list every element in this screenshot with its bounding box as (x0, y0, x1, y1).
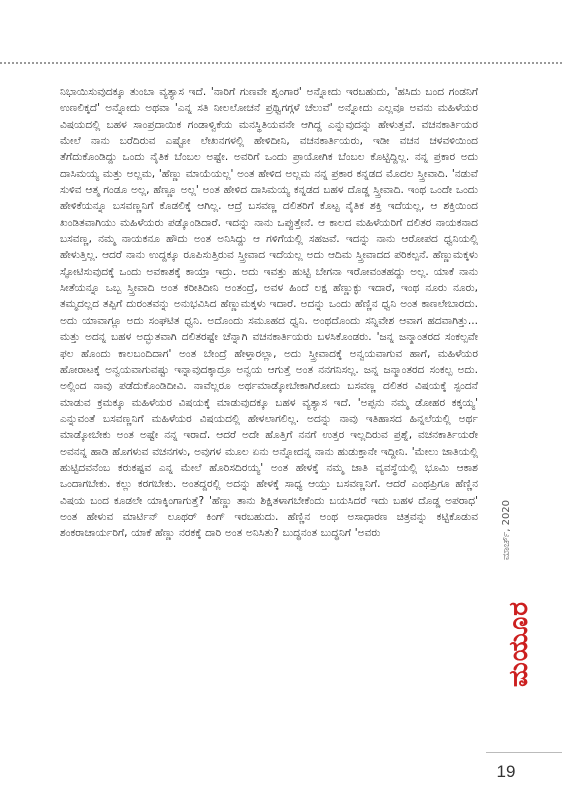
magazine-brand (496, 499, 542, 735)
article-paragraph: ನಿಭಾಯಿಸುವುದಕ್ಕೂ ತುಂಬಾ ವ್ಯತ್ಯಾಸ ಇದೆ. 'ನಾರಿಗೆ ಗುಣವೇ ಶೃಂಗಾರ' ಅನ್ನೋದು ಇರಬಹುದು, 'ಹಸಿದು ಬಂದ ಗಂಡನಿಗೆ ಉಣಲಿಕ್ಕದೆ' ಅನ್ನೋದು ಅಥವಾ 'ಎನ್ನ ಸತಿ ನೀಲಲೋಚನೆ ಪ್ರಥ್ವಿಗಗ್ಗಳೆ ಚೆಲುವೆ' ಅನ್ನೋದು ಎಲ್ಲವೂ ಅವನು ಮಹಿಳೆಯರ ವಿಷಯದಲ್ಲಿ ಬಹಳ ಸಾಂಪ್ರದಾಯಿಕ ಗಂಡಾಳ್ವಿಕೆಯ ಮನಸ್ಥಿತಿಯವನೇ ಆಗಿದ್ದ ಎನ್ನುವುದನ್ನು ಹೇಳುತ್ತವೆ. ವಚನಕಾರ್ತಿಯರ ಮೇಲೆ ನಾನು ಬರೆದಿರುವ ಎಷ್ಟೋ ಲೇಖನಗಳಲ್ಲಿ ಹೇಳಿದೀನಿ, ವಚನಕಾರ್ತಿಯರು, ಇಡೀ ವಚನ ಚಳವಳಿಯಿಂದ ತೆಗೆದುಕೊಂಡಿದ್ದು ಒಂದು ನೈತಿಕ ಬೆಂಬಲ ಅಷ್ಟೇ. ಅವರಿಗೆ ಒಂದು ಪ್ರಾಯೋಗಿಕ ಬೆಂಬಲ ಕೊಟ್ಟಿದ್ದಿಲ್ಲ. ನನ್ನ ಪ್ರಕಾರ ಅದು ದಾಸಿಮಯ್ಯ ಮತ್ತು ಅಲ್ಲಮ, 'ಹೆಣ್ಣು ಮಾಯೆಯಲ್ಲ' ಅಂತ ಹೇಳಿದ ಅಲ್ಲಮ ನನ್ನ ಪ್ರಕಾರ ಕನ್ನಡದ ಮೊದಲ ಸ್ತ್ರೀವಾದಿ. 'ನಡುವೆ ಸುಳಿವ ಆತ್ಮ ಗಂಡೂ ಅಲ್ಲ, ಹೆಣ್ಣೂ ಅಲ್ಲ' ಅಂತ ಹೇಳಿದ ದಾಸಿಮಯ್ಯ ಕನ್ನಡದ ಬಹಳ ದೊಡ್ಡ ಸ್ತ್ರೀವಾದಿ. ಇಂಥ ಒಂದೇ ಒಂದು ಹೇಳಿಕೆಯನ್ನೂ ಬಸವಣ್ಣನಿಗೆ ಕೊಡಲಿಕ್ಕೆ ಆಗಿಲ್ಲ. ಆದ್ರೆ ಬಸವಣ್ಣ ದಲಿತರಿಗೆ ಕೊಟ್ಟ ನೈತಿಕ ಶಕ್ತಿ ಇದೆಯಲ್ಲ, ಆ ಶಕ್ತಿಯಿಂದ ಖಂಡಿತವಾಗಿಯು ಮಹಿಳೆಯರು ಪಡ್ಕೊಂಡಿದಾರೆ. ಇದನ್ನು ನಾನು ಒಪ್ಪುತ್ತೇನೆ. ಆ ಕಾಲದ ಮಹಿಳೆಯರಿಗೆ ದಲಿತರ ನಾಯಕನಾದ ಬಸವಣ್ಣ, ನಮ್ಮ ನಾಯಕನೂ ಹೌದು ಅಂತ ಅನಿಸಿದ್ದು ಆ ಗಳಿಗೆಯಲ್ಲಿ ಸಹಜವೆ. ಇದನ್ನು ನಾನು ಆರೋಪದ ಧ್ವನಿಯಲ್ಲಿ ಹೇಳುತ್ತಿಲ್ಲ. ಆದರೆ ನಾನು ಉದ್ದಕ್ಕೂ ರೂಪಿಸುತ್ತಿರುವ ಸ್ತ್ರೀವಾದ ಇದೆಯಲ್ಲ ಅದು ಆದಿಮ ಸ್ತ್ರೀವಾದದ ಪರಿಕಲ್ಪನೆ. ಹೆಣ್ಣುಮಕ್ಕಳು ಸ್ಫೋಟಿಸುವುದಕ್ಕೆ ಒಂದು ಅವಕಾಶಕ್ಕೆ ಕಾಯ್ತಾ ಇದ್ರು. ಅದು ಇವತ್ತು ಹುಟ್ಟಿ ಬೇಗನಾ ಇರೋವಂತಹದ್ದು ಅಲ್ಲ. ಯಾಕೆ ನಾನು ಸೀತೆಯನ್ನೂ ಒಬ್ಬ ಸ್ತ್ರೀವಾದಿ ಅಂತ ಕರೀತಿದೀನಿ ಅಂತಂದ್ರೆ, ಅವಳ ಹಿಂದೆ ಲಕ್ಷ ಹೆಣ್ಣುಕ್ಳು ಇದಾರೆ, ಇಂಥ ನೂರು ನೂರು, ತಮ್ಮದಲ್ಲದ ತಪ್ಪಿಗೆ ದುರಂತವನ್ನು ಅನುಭವಿಸಿದ ಹೆಣ್ಣುಮಕ್ಕಳು ಇದಾರೆ. ಅದನ್ನು ಒಂದು ಹೆಣ್ಣಿನ ಧ್ವನಿ ಅಂತ ಕಾಣಲೇಬಾರದು. ಅದು ಯಾವಾಗ್ಲೂ ಅದು ಸಂಘಟಿತ ಧ್ವನಿ. ಅದೊಂದು ಸಮೂಹದ ಧ್ವನಿ. ಅಂಥದೊಂದು ಸನ್ನಿವೇಶ ಆವಾಗ ಹದವಾಗಿತ್ತು... ಮತ್ತು ಅದನ್ನ ಬಹಳ ಅದ್ಭುತವಾಗಿ ದಲಿತರಷ್ಟೇ ಚೆನ್ನಾಗಿ ವಚನಕಾರ್ತಿಯರು ಬಳಸಿಕೊಂಡರು. 'ಜನ್ನ ಜನ್ಮಾಂತರದ ಸಂಕಲ್ಪವೇ ಫಲ ಹೊಂದು ಕಾಲಬಂದಿದಾಗ' ಅಂತ ಬೇಂದ್ರೆ ಹೇಳ್ತಾರಲ್ಲಾ, ಅದು ಸ್ತ್ರೀವಾದಕ್ಕೆ ಅನ್ವಯವಾಗುವ ಹಾಗೆ, ಮಹಿಳೆಯರ ಹೋರಾಟಕ್ಕೆ ಅನ್ವಯವಾಗುವಷ್ಟು ಇನ್ನಾವುದಕ್ಕಾದ್ರೂ ಅನ್ವಯ ಆಗುತ್ತೆ ಅಂತ ನನಗನಿಸಲ್ಲ. ಜನ್ನ ಜನ್ಮಾಂತರದ ಸಂಕಲ್ಪ ಅದು. ಅಲ್ಲಿಂದ ನಾವು ಪಡೆದುಕೊಂಡಿದೀವಿ. ನಾವೆಲ್ಲರೂ ಅರ್ಥಮಾಡ್ಕೋಬೇಕಾಗಿರೋದು ಬಸವಣ್ಣ ದಲಿತರ ವಿಷಯಕ್ಕೆ ಸ್ಪಂದನೆ ಮಾಡುವ ಕ್ರಮಕ್ಕೂ ಮಹಿಳೆಯರ ವಿಷಯಕ್ಕೆ ಮಾಡುವುದಕ್ಕೂ ಬಹಳ ವ್ಯತ್ಯಾಸ ಇದೆ. 'ಅಪ್ಪನು ನಮ್ಮ ಡೋಹರ ಕಕ್ಕಯ್ಯ' ಎನ್ನುವಂತೆ ಬಸವಣ್ಣನಿಗೆ ಮಹಿಳೆಯರ ವಿಷಯದಲ್ಲಿ ಹೇಳಲಾಗಲಿಲ್ಲ. ಅದನ್ನು ನಾವು ಇತಿಹಾಸದ ಹಿನ್ನಲೆಯಲ್ಲಿ ಅರ್ಥ ಮಾಡ್ಕೋಬೇಕು ಅಂತ ಅಷ್ಟೇ ನನ್ನ ಇರಾದೆ. ಆದರೆ ಅದೇ ಹೊತ್ತಿಗೆ ನನಗೆ ಉತ್ತರ ಇಲ್ಲದಿರುವ ಪ್ರಶ್ನೆ, ವಚನಕಾರ್ತಿಯರೇ ಅವನನ್ನ ಹಾಡಿ ಹೊಗಳುವ ವಚನಗಳು, ಅವುಗಳ ಮೂಲ ಏನು ಅನ್ನೋದನ್ನ ನಾನು ಹುಡುಕ್ತಾನೇ ಇದ್ದೀನಿ. 'ಮೇಲು ಜಾತಿಯಲ್ಲಿ ಹುಟ್ಟಿದವನೆಂಬ ಕರುಕಷ್ಟವ ಎನ್ನ ಮೇಲೆ ಹೊರಿಸದಿರಯ್ಯ' ಅಂತ ಹೇಳಕ್ಕೆ ನಮ್ಮ ಜಾತಿ ವ್ಯವಸ್ಥೆಯಲ್ಲಿ ಭೂಮಿ ಆಕಾಶ ಒಂದಾಗಬೇಕು. ಕಲ್ಲು ಕರಗಬೇಕು. ಅಂತದ್ದರಲ್ಲಿ ಅದನ್ನು ಹೇಳಕ್ಕೆ ಸಾಧ್ಯ ಆಯ್ತು ಬಸವಣ್ಣನಿಗೆ. ಆದರೆ ಎಂಥಪ್ರಿಗೂ ಹೆಣ್ಣಿನ ವಿಷಯ ಬಂದ ಕೂಡಲೇ ಯಾಕ್ಕಿಂಗಾಗುತ್ತೆ? 'ಹೆಣ್ಣು ತಾನು ಶಿಕ್ಷಿತಳಾಗಬೇಕೆಂದು ಬಯಸಿದರೆ ಇದು ಬಹಳ ದೊಡ್ಡ ಅಪರಾಧ' ಅಂತ ಹೇಳುವ ಮಾರ್ಟಿನ್ ಲೂಥರ್ ಕಿಂಗ್ ಇರಬಹುದು. ಹೆಣ್ಣಿನ ಅಂಥ ಅಸಾಧಾರಣ ಚಿತ್ರವನ್ನು ಕಟ್ಟಿಕೊಡುವ ಶಂಕರಾಚಾರ್ಯರಿಗೆ, ಯಾಕೆ ಹೆಣ್ಣು ನರಕಕ್ಕೆ ದಾರಿ ಅಂತ ಅನಿಸಿತು? ಬುದ್ಧನಂತ ಬುದ್ಧನಿಗೆ 'ಅವರು (60, 86, 478, 540)
magazine-logo: ಮಯೂರ (504, 601, 534, 687)
issue-date: ಮಾರ್ಚ್, 2020 (501, 499, 512, 561)
page-number: 19 (496, 762, 516, 781)
footer-rule (486, 752, 562, 753)
article-body (60, 84, 478, 542)
dotted-separator (0, 62, 562, 64)
